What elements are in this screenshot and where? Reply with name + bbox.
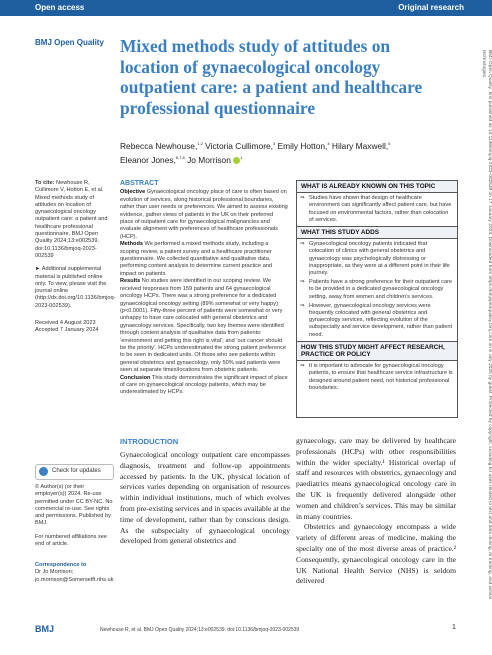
box-bullet: ⇒ Studies have shown that design of healthcare environment can significantly affect patient care, but have focused on environmental factors, rather than colocation of services. — [309, 195, 453, 224]
box-bullet: ⇒ However, gynaecological oncology services were frequently colocated with general obstetrics and gynaecology services, reflecting evolution of the subspecialty and service development, rather than patient need. — [309, 303, 453, 339]
journal-name: BMJ Open Quality — [35, 38, 104, 47]
page-number: 1 — [452, 624, 456, 631]
article-type-label: Original research — [398, 3, 464, 12]
introduction-col1: Gynaecological oncology outpatient care encompasses diagnosis, treatment and follow-up appointments accessed by patients. In the UK, physical location of services varies depending on organisation of resources within individual institutions, much of which evolves from pre-existing services and in spaces available at the time of development, rather than by conscious design. As the subspecialty of gynaecological oncology developed from general obstetrics and — [120, 450, 290, 546]
conclusion-label: Conclusion — [120, 374, 151, 381]
open-access-label: Open access — [35, 3, 85, 12]
objective-text: Gynaecological oncology place of care is often based on evolution of services, along historical professional boundaries, rather than user needs or preferences. We aimed to assess existing evidence, gather views of patients in the UK on their preferred place of outpatient care for gynaecological malignancies and evaluate alignment with preferences of healthcare professionals (HCP). — [120, 189, 288, 240]
correspondence-name: Dr Jo Morrison; — [35, 569, 74, 576]
affiliation-marker: 1 — [240, 154, 243, 160]
affiliation-marker: 4 — [327, 141, 330, 146]
key-messages-box — [296, 180, 458, 418]
article-title: Mixed methods study of attitudes on location of gynaecological oncology outpatient care: a patient and healthcare professional questionnaire — [120, 36, 423, 118]
author-name: Rebecca Newhouse, — [120, 140, 198, 151]
check-updates-label: Check for updates — [52, 468, 101, 474]
correspondence-email[interactable]: jo.morrison@Somersetft.nhs.uk — [35, 576, 114, 583]
author-list — [120, 138, 450, 166]
box-heading-known: WHAT IS ALREADY KNOWN ON THIS TOPIC — [297, 181, 457, 193]
affiliation-marker: 5 — [388, 141, 391, 146]
abstract — [120, 180, 288, 397]
author-name: Emily Hotton, — [275, 140, 328, 151]
vertical-download-note: BMJ Open Quality: first published as 10.1136/bmjoq-2023-002539 on 17 January 2024. Downloaded from https://bmjopenquality.bmj.com on 6 July 2025 by guest. Protected by copyright, including for uses related to text and data mining, AI training, and similar technologies. — [481, 50, 492, 600]
correspondence-label: Correspondence to — [35, 562, 87, 568]
introduction-heading: INTRODUCTION — [120, 437, 179, 446]
affiliations-note: For numbered affiliations see end of article. — [35, 533, 108, 548]
footer-citation: Newhouse R, et al. BMJ Open Quality 2024;13:e002539. doi:10.1136/bmjoq-2023-002539 — [100, 627, 300, 633]
check-updates-button[interactable] — [35, 464, 114, 480]
intro-paragraph: gynaecology, care may be delivered by healthcare professionals (HCPs) with other responsibilities within the wider specialty.¹ Historical overlap of staff and resources with obstetrics, gynaecology and paediatrics means gynaecological oncology care in the UK is frequently delivered alongside other women and children’s services. This may be similar in many countries. — [296, 436, 456, 521]
author-name: Victoria Cullimore, — [202, 140, 273, 151]
affiliation-marker: 3 — [272, 141, 276, 146]
check-updates-icon — [39, 467, 48, 476]
methods-text: We performed a mixed methods study, including a scoping review, a patient survey and a healthcare practitioner questionnaire. We collected quantitative and qualitative data, performing content analysis to determine current practice and impact on patients. — [120, 241, 273, 277]
author-name: Hilary Maxwell, — [329, 140, 389, 151]
results-text: No studies were identified in our scoping review. We received responses from 159 patients and 64 gynaecological oncology HCPs. There was a strong preference for a dedicated gynaecological oncology setting (89% somewhat or very happy) (p<0.0001). Fifty-three percent of patients were somewhat or very unhappy to have care colocated with general obstetrics and gynaecology services. Specifically, two key themes were identified through content analysis of qualitative data from patients: ‘environment and getting this right is vital’; and ‘our cancer should be the priority’. HCPs underestimated the strong patient preference to be seen in dedicated units. Of those who see patients within general obstetrics and gynaecology, only 50% said patients were seen at separate times/locations from obstetric patients. — [120, 278, 287, 374]
abstract-heading: ABSTRACT — [120, 180, 159, 187]
intro-paragraph: Obstetrics and gynaecology encompass a wide variety of different areas of medicine, making the specialty one of the most diverse areas of practice.² Consequently, gynaecological oncology care in the UK National Health Service (NHS) is seldom delivered — [296, 522, 456, 586]
author-name: Eleanor Jones, — [120, 154, 176, 165]
bmj-logo: BMJ — [35, 624, 55, 634]
supplementary-note[interactable]: ► Additional supplemental material is published online only. To view, please visit the journal online (http://dx.doi.org/10.1136/bmjoq-2023-002539). — [35, 266, 116, 309]
box-bullet: ⇒ It is important to advocate for gynaecological oncology patients, to ensure that healthcare service infrastructure is designed around patient need, not historical professional boundaries. — [309, 363, 453, 392]
copyright-text: © Author(s) (or their employer(s)) 2024. Re-use permitted under CC BY-NC. No commercial re-use. See rights and permissions. Published by BMJ. — [35, 484, 113, 527]
box-heading-impact: HOW THIS STUDY MIGHT AFFECT RESEARCH, PRACTICE OR POLICY — [297, 341, 457, 361]
accepted-date: Accepted 7 January 2024 — [35, 327, 99, 334]
objective-label: Objective — [120, 189, 146, 196]
conclusion-text: This study demonstrates the significant impact of place of care on gynaecological oncology patients, which may be underestimated by HCPs. — [120, 374, 288, 396]
correspondence-block — [35, 562, 113, 584]
box-bullet: ⇒ Gynaecological oncology patients indicated that colocation of clinics with general obstetrics and gynaecology was psychologically distressing or inappropriate, as they were at a different point in their life journey. — [309, 241, 453, 277]
cite-label: To cite: — [35, 180, 55, 186]
results-label: Results — [120, 278, 141, 285]
affiliation-marker: 6,7,8 — [175, 154, 185, 160]
box-heading-adds: WHAT THIS STUDY ADDS — [297, 226, 457, 239]
received-date: Received 4 August 2023 — [35, 320, 96, 327]
author-name: Jo Morrison — [184, 154, 231, 165]
cite-text: Newhouse R, Cullimore V, Hotton E, et al. Mixed methods study of attitudes on location of gynaecological oncology outpatient care: a patient and healthcare professional questionnaire. BMJ Open Quality 2024;13:e002539. doi:10.1136/bmjoq-2023-002539 — [35, 180, 108, 259]
top-banner — [0, 0, 492, 16]
box-bullet: ⇒ Patients have a strong preference for their outpatient care to be provided in a dedicated gynaecological oncology setting, away from women and children’s services. — [309, 279, 453, 301]
methods-label: Methods — [120, 241, 143, 248]
citation-block — [35, 180, 116, 335]
affiliation-marker: 1,2 — [197, 141, 203, 146]
copyright-block — [35, 484, 113, 548]
introduction-col2 — [296, 436, 456, 587]
